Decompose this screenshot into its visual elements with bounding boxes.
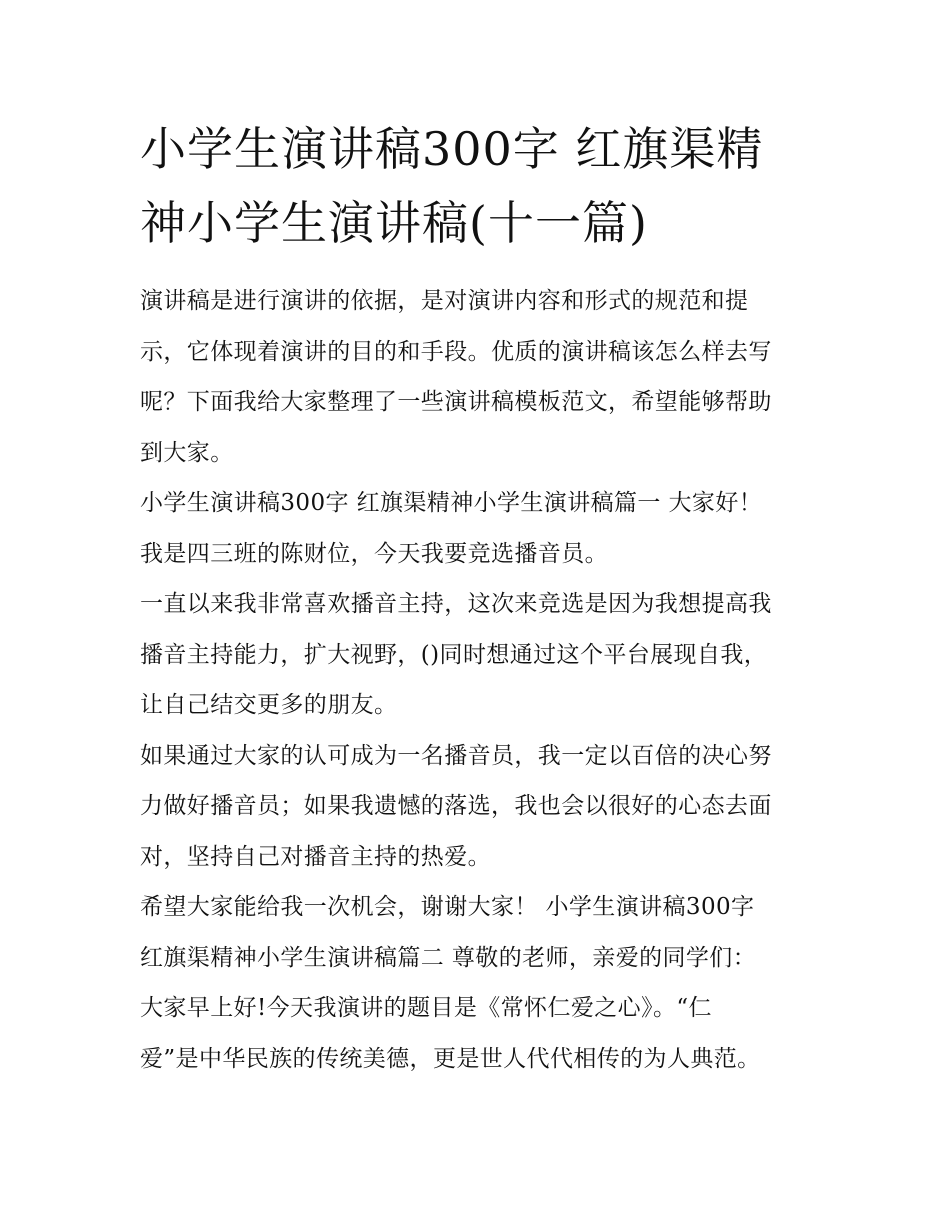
body-line: 示，它体现着演讲的目的和手段。优质的演讲稿该怎么样去写 xyxy=(140,338,772,365)
title-line-1: 小学生演讲稿300字 红旗渠精 xyxy=(140,122,764,176)
body-line: 呢？下面我给大家整理了一些演讲稿模板范文，希望能够帮助 xyxy=(140,389,772,415)
body-line: 播音主持能力，扩大视野，()同时想通过这个平台展现自我， xyxy=(140,641,768,668)
body-line: 一直以来我非常喜欢播音主持，这次来竞选是因为我想提高我 xyxy=(140,591,772,617)
body-line: 力做好播音员；如果我遗憾的落选，我也会以很好的心态去面 xyxy=(140,793,772,819)
body-line: 希望大家能给我一次机会，谢谢大家！ 小学生演讲稿300字 xyxy=(140,894,755,920)
body-line: 让自己结交更多的朋友。 xyxy=(140,692,398,718)
title-line-2: 神小学生演讲稿(十一篇) xyxy=(140,196,648,250)
body-line: 如果通过大家的认可成为一名播音员，我一定以百倍的决心努 xyxy=(140,742,772,769)
body-line: 对，坚持自己对播音主持的热爱。 xyxy=(140,843,491,870)
document-title xyxy=(140,112,820,260)
body-line: 到大家。 xyxy=(140,439,234,466)
body-line: 爱”是中华民族的传统美德，更是世人代代相传的为人典范。 xyxy=(140,1045,761,1072)
document-body xyxy=(140,276,816,1084)
body-line: 演讲稿是进行演讲的依据，是对演讲内容和形式的规范和提 xyxy=(140,288,749,314)
body-line: 红旗渠精神小学生演讲稿篇二 尊敬的老师，亲爱的同学们： xyxy=(140,944,757,971)
body-line: 大家早上好!今天我演讲的题目是《常怀仁爱之心》。“仁 xyxy=(140,995,712,1021)
body-line: 小学生演讲稿300字 红旗渠精神小学生演讲稿篇一 大家好！ xyxy=(140,490,763,516)
body-line: 我是四三班的陈财位，今天我要竞选播音员。 xyxy=(140,540,608,567)
